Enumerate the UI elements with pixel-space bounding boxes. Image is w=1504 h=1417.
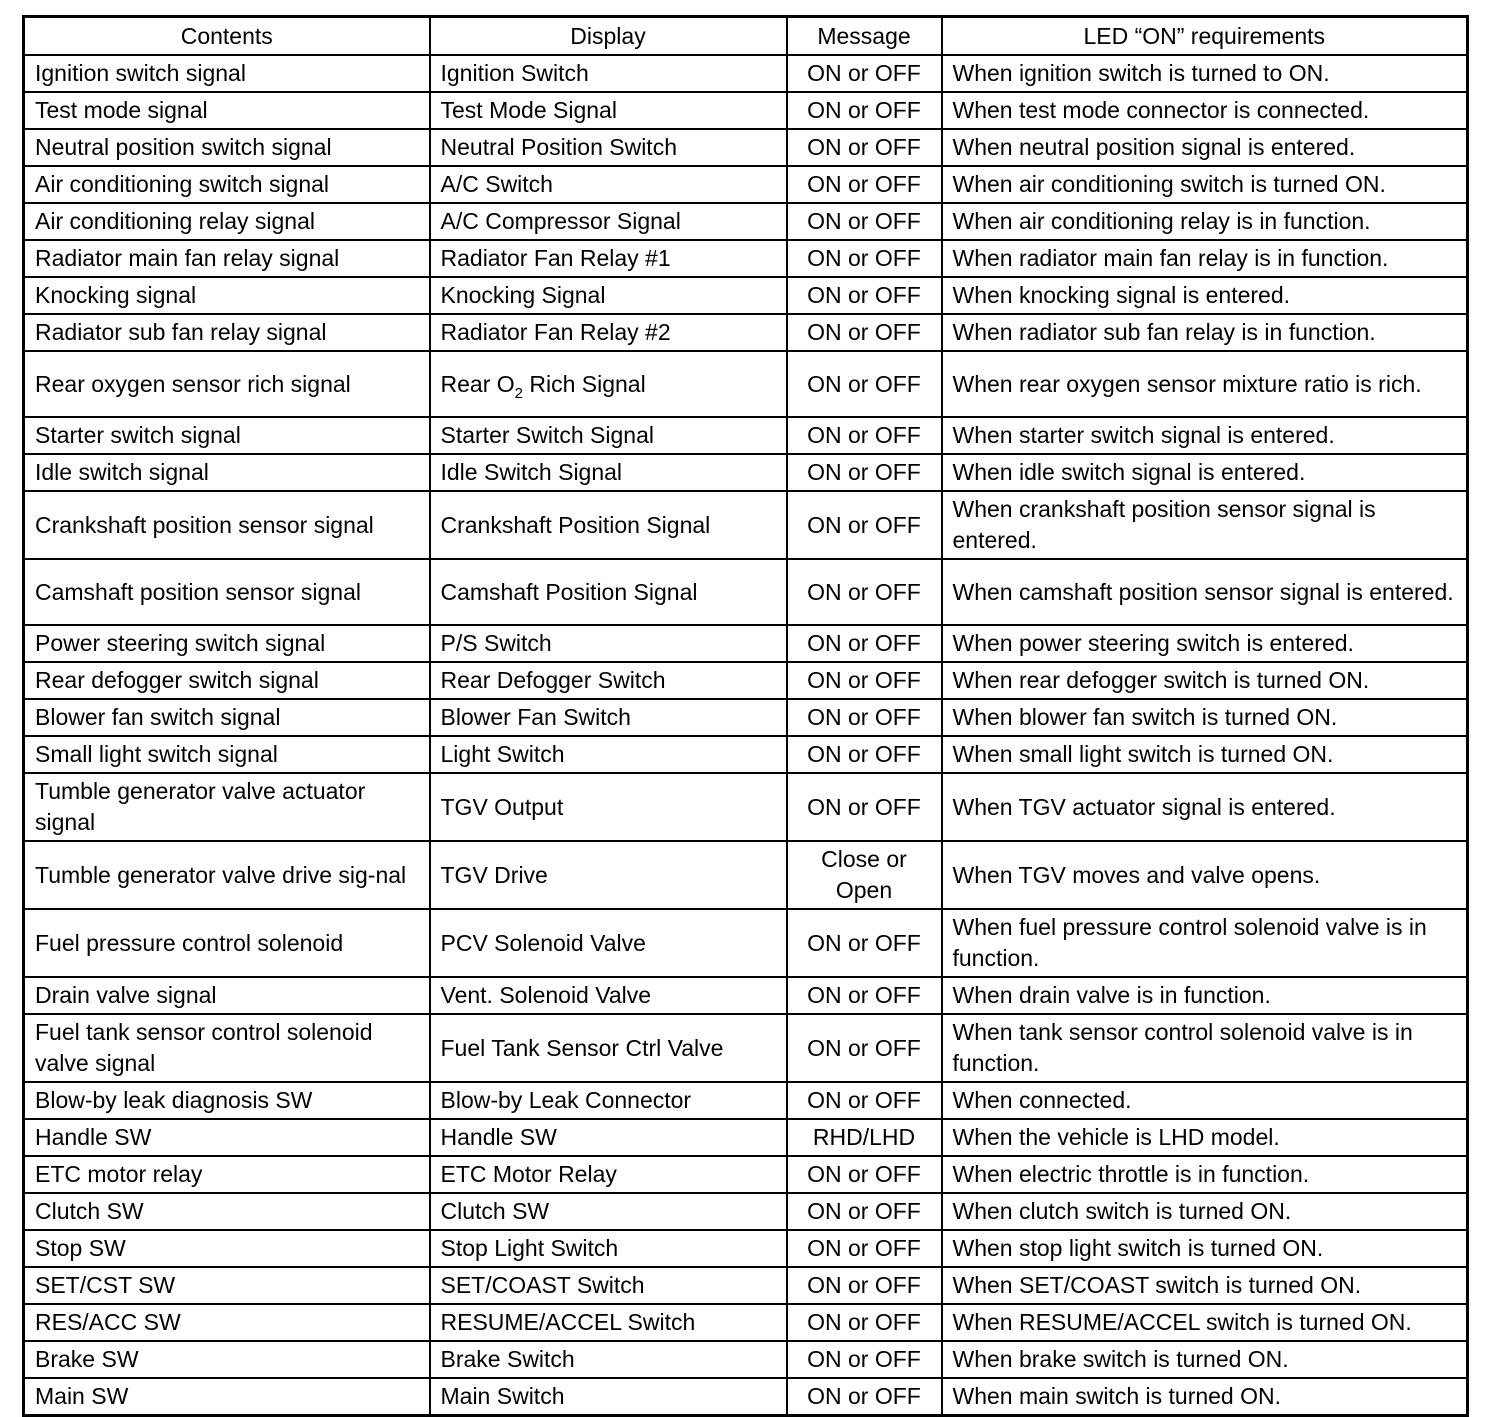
cell-contents: Radiator main fan relay signal [24, 240, 430, 277]
cell-message: ON or OFF [787, 55, 942, 92]
cell-message: ON or OFF [787, 1156, 942, 1193]
cell-message: ON or OFF [787, 1230, 942, 1267]
cell-message: ON or OFF [787, 277, 942, 314]
cell-contents: Small light switch signal [24, 736, 430, 773]
cell-contents: Rear defogger switch signal [24, 662, 430, 699]
table-row [24, 977, 1468, 1014]
cell-led: When stop light switch is turned ON. [942, 1230, 1468, 1267]
cell-contents: Test mode signal [24, 92, 430, 129]
cell-message: ON or OFF [787, 92, 942, 129]
cell-display: Brake Switch [430, 1341, 787, 1378]
cell-display: Crankshaft Position Signal [430, 491, 787, 559]
header-contents: Contents [24, 17, 430, 56]
cell-message: ON or OFF [787, 977, 942, 1014]
table-row [24, 909, 1468, 977]
cell-display: Ignition Switch [430, 55, 787, 92]
cell-contents: Idle switch signal [24, 454, 430, 491]
table-row [24, 203, 1468, 240]
table-row [24, 625, 1468, 662]
cell-message: ON or OFF [787, 1193, 942, 1230]
cell-led: When tank sensor control solenoid valve is in function. [942, 1014, 1468, 1082]
cell-led: When main switch is turned ON. [942, 1378, 1468, 1416]
cell-display: A/C Switch [430, 166, 787, 203]
cell-led: When camshaft position sensor signal is entered. [942, 559, 1468, 625]
cell-contents: Power steering switch signal [24, 625, 430, 662]
cell-led: When drain valve is in function. [942, 977, 1468, 1014]
cell-display: Main Switch [430, 1378, 787, 1416]
table-row [24, 1267, 1468, 1304]
table-row [24, 773, 1468, 841]
header-led-requirements: LED “ON” requirements [942, 17, 1468, 56]
cell-display: RESUME/ACCEL Switch [430, 1304, 787, 1341]
cell-led: When crankshaft position sensor signal is entered. [942, 491, 1468, 559]
cell-contents: Crankshaft position sensor signal [24, 491, 430, 559]
cell-display: Blow-by Leak Connector [430, 1082, 787, 1119]
table-row [24, 1230, 1468, 1267]
cell-contents: Fuel tank sensor control solenoid valve signal [24, 1014, 430, 1082]
cell-message: ON or OFF [787, 240, 942, 277]
cell-message: ON or OFF [787, 559, 942, 625]
cell-message: ON or OFF [787, 491, 942, 559]
table-row [24, 55, 1468, 92]
cell-contents: Clutch SW [24, 1193, 430, 1230]
cell-contents: ETC motor relay [24, 1156, 430, 1193]
cell-led: When rear oxygen sensor mixture ratio is rich. [942, 351, 1468, 417]
cell-contents: Main SW [24, 1378, 430, 1416]
table-row [24, 166, 1468, 203]
cell-message: ON or OFF [787, 203, 942, 240]
cell-message: ON or OFF [787, 351, 942, 417]
table-row [24, 129, 1468, 166]
cell-contents: Radiator sub fan relay signal [24, 314, 430, 351]
cell-display [430, 351, 787, 417]
cell-contents: Blower fan switch signal [24, 699, 430, 736]
table-row [24, 1304, 1468, 1341]
cell-message: RHD/LHD [787, 1119, 942, 1156]
cell-display: SET/COAST Switch [430, 1267, 787, 1304]
cell-message: ON or OFF [787, 1267, 942, 1304]
cell-led: When RESUME/ACCEL switch is turned ON. [942, 1304, 1468, 1341]
cell-message: ON or OFF [787, 454, 942, 491]
led-requirements-table [22, 15, 1469, 1417]
cell-display: P/S Switch [430, 625, 787, 662]
cell-contents: Brake SW [24, 1341, 430, 1378]
cell-led: When brake switch is turned ON. [942, 1341, 1468, 1378]
cell-contents: Drain valve signal [24, 977, 430, 1014]
cell-message: Close or Open [787, 841, 942, 909]
cell-display: PCV Solenoid Valve [430, 909, 787, 977]
cell-led: When idle switch signal is entered. [942, 454, 1468, 491]
cell-display: A/C Compressor Signal [430, 203, 787, 240]
cell-led: When test mode connector is connected. [942, 92, 1468, 129]
cell-message: ON or OFF [787, 1014, 942, 1082]
cell-display: Radiator Fan Relay #2 [430, 314, 787, 351]
cell-display: Test Mode Signal [430, 92, 787, 129]
table-row [24, 277, 1468, 314]
cell-message: ON or OFF [787, 736, 942, 773]
cell-display: Knocking Signal [430, 277, 787, 314]
cell-display: ETC Motor Relay [430, 1156, 787, 1193]
cell-display: Radiator Fan Relay #1 [430, 240, 787, 277]
cell-led: When power steering switch is entered. [942, 625, 1468, 662]
table-row [24, 699, 1468, 736]
header-display: Display [430, 17, 787, 56]
header-row [24, 17, 1468, 56]
cell-led: When radiator sub fan relay is in function. [942, 314, 1468, 351]
cell-contents: Neutral position switch signal [24, 129, 430, 166]
display-text-post: Rich Signal [522, 370, 646, 397]
cell-led: When fuel pressure control solenoid valve is in function. [942, 909, 1468, 977]
cell-message: ON or OFF [787, 166, 942, 203]
cell-display: Stop Light Switch [430, 1230, 787, 1267]
cell-led: When neutral position signal is entered. [942, 129, 1468, 166]
cell-led: When the vehicle is LHD model. [942, 1119, 1468, 1156]
cell-led: When TGV moves and valve opens. [942, 841, 1468, 909]
cell-led: When blower fan switch is turned ON. [942, 699, 1468, 736]
table-row [24, 351, 1468, 417]
cell-message: ON or OFF [787, 1082, 942, 1119]
cell-led: When electric throttle is in function. [942, 1156, 1468, 1193]
cell-led: When rear defogger switch is turned ON. [942, 662, 1468, 699]
table-row [24, 417, 1468, 454]
cell-message: ON or OFF [787, 314, 942, 351]
cell-contents: Starter switch signal [24, 417, 430, 454]
cell-led: When ignition switch is turned to ON. [942, 55, 1468, 92]
table-row [24, 1156, 1468, 1193]
cell-contents: Fuel pressure control solenoid [24, 909, 430, 977]
cell-message: ON or OFF [787, 699, 942, 736]
cell-contents: Stop SW [24, 1230, 430, 1267]
cell-message: ON or OFF [787, 1304, 942, 1341]
table-row [24, 454, 1468, 491]
cell-message: ON or OFF [787, 625, 942, 662]
cell-contents: Blow-by leak diagnosis SW [24, 1082, 430, 1119]
display-text-pre: Rear O [440, 370, 515, 397]
cell-display: Light Switch [430, 736, 787, 773]
cell-led: When connected. [942, 1082, 1468, 1119]
table-row [24, 1193, 1468, 1230]
cell-display: Handle SW [430, 1119, 787, 1156]
table-row [24, 491, 1468, 559]
cell-display: Idle Switch Signal [430, 454, 787, 491]
cell-display: Camshaft Position Signal [430, 559, 787, 625]
cell-led: When starter switch signal is entered. [942, 417, 1468, 454]
cell-led: When SET/COAST switch is turned ON. [942, 1267, 1468, 1304]
cell-contents: RES/ACC SW [24, 1304, 430, 1341]
cell-message: ON or OFF [787, 129, 942, 166]
cell-message: ON or OFF [787, 773, 942, 841]
cell-display: TGV Output [430, 773, 787, 841]
cell-display: Vent. Solenoid Valve [430, 977, 787, 1014]
table-row [24, 240, 1468, 277]
table-row [24, 1014, 1468, 1082]
cell-led: When radiator main fan relay is in function. [942, 240, 1468, 277]
cell-contents: Air conditioning switch signal [24, 166, 430, 203]
cell-contents: Tumble generator valve actuator signal [24, 773, 430, 841]
table-row [24, 314, 1468, 351]
cell-contents: Camshaft position sensor signal [24, 559, 430, 625]
cell-message: ON or OFF [787, 1341, 942, 1378]
cell-led: When knocking signal is entered. [942, 277, 1468, 314]
cell-display: Clutch SW [430, 1193, 787, 1230]
table-row [24, 662, 1468, 699]
cell-display: Rear Defogger Switch [430, 662, 787, 699]
cell-message: ON or OFF [787, 417, 942, 454]
cell-contents: Tumble generator valve drive sig-nal [24, 841, 430, 909]
header-message: Message [787, 17, 942, 56]
cell-contents: Rear oxygen sensor rich signal [24, 351, 430, 417]
cell-display: Starter Switch Signal [430, 417, 787, 454]
cell-contents: Knocking signal [24, 277, 430, 314]
table-row [24, 736, 1468, 773]
table-row [24, 559, 1468, 625]
table-row [24, 841, 1468, 909]
cell-led: When air conditioning switch is turned ON. [942, 166, 1468, 203]
table-row [24, 1119, 1468, 1156]
display-subscript: 2 [514, 384, 523, 402]
table-row [24, 92, 1468, 129]
cell-message: ON or OFF [787, 1378, 942, 1416]
cell-contents: Handle SW [24, 1119, 430, 1156]
table-row [24, 1378, 1468, 1416]
cell-display: Neutral Position Switch [430, 129, 787, 166]
cell-display: TGV Drive [430, 841, 787, 909]
cell-led: When TGV actuator signal is entered. [942, 773, 1468, 841]
table-row [24, 1341, 1468, 1378]
cell-led: When air conditioning relay is in function. [942, 203, 1468, 240]
cell-display: Fuel Tank Sensor Ctrl Valve [430, 1014, 787, 1082]
cell-contents: Air conditioning relay signal [24, 203, 430, 240]
cell-display: Blower Fan Switch [430, 699, 787, 736]
cell-contents: SET/CST SW [24, 1267, 430, 1304]
table-row [24, 1082, 1468, 1119]
cell-led: When clutch switch is turned ON. [942, 1193, 1468, 1230]
cell-led: When small light switch is turned ON. [942, 736, 1468, 773]
cell-contents: Ignition switch signal [24, 55, 430, 92]
cell-message: ON or OFF [787, 909, 942, 977]
cell-message: ON or OFF [787, 662, 942, 699]
